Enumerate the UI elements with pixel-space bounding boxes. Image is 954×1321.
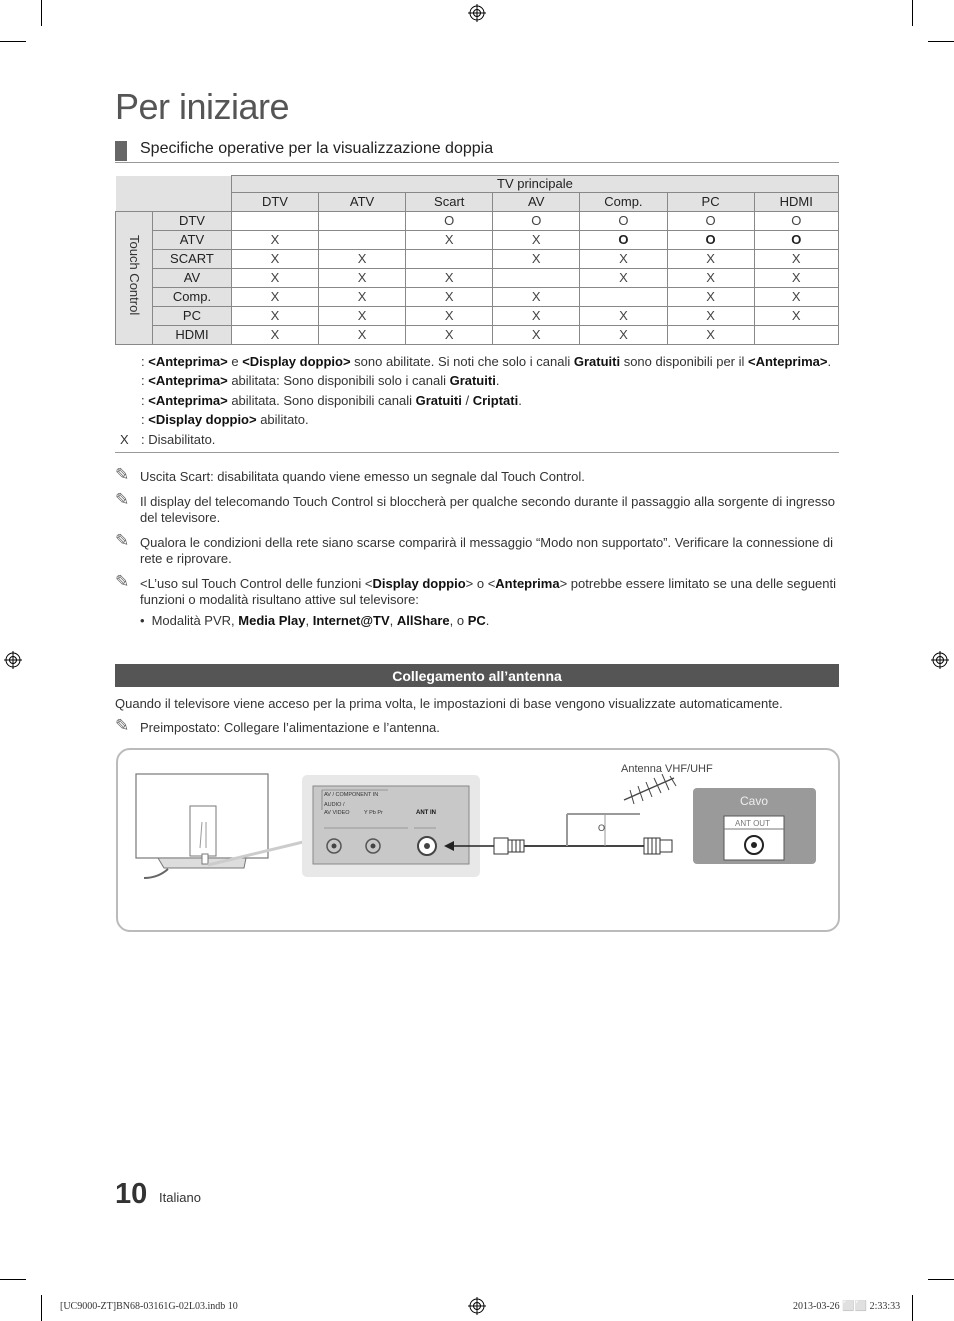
coax-connector-icon [494, 838, 524, 854]
row-group-header [116, 212, 153, 345]
ant-out-label: ANT OUT [735, 819, 770, 828]
table-cell: X [754, 288, 838, 307]
legend-text: e [227, 354, 243, 369]
panel-label: ANT IN [416, 810, 436, 816]
bullet-term: AllShare [396, 613, 450, 628]
crop-mark [928, 1279, 954, 1280]
table-cell: X [667, 250, 754, 269]
crop-mark [912, 0, 913, 26]
crop-mark [912, 1295, 913, 1321]
table-cell: X [754, 269, 838, 288]
antenna-section-heading: Collegamento all’antenna [115, 664, 839, 687]
print-slug-right: 2013-03-26 ⬜⬜ 2:33:33 [793, 1301, 901, 1312]
legend-text: sono abilitate. Si noti che solo i canali [350, 354, 574, 369]
table-cell: X [231, 307, 318, 326]
row-header: ATV [153, 231, 232, 250]
section-title: Specifiche operative per la visualizzazione doppia [140, 140, 494, 157]
bullet-text: . [485, 613, 490, 628]
legend-text: abilitata. Sono disponibili canali [227, 392, 416, 408]
row-header: HDMI [153, 326, 232, 345]
bullet-text: , o [449, 613, 468, 628]
legend-term: Gratuiti [415, 392, 462, 408]
pencil-note-icon: ✎ [115, 572, 130, 591]
legend-text: / [461, 392, 473, 408]
legend-term: Criptati [472, 392, 519, 408]
column-header: DTV [231, 193, 318, 212]
bullet-term: Media Play [238, 613, 306, 628]
row-group-label: Touch Control [127, 235, 142, 316]
group-header: TV principale [231, 176, 838, 193]
legend-term: <Display doppio> [242, 354, 351, 369]
note-text: Qualora le condizioni della rete siano scarse comparirà il messaggio “Modo non supportato”. Verificare la connessione di rete e riprovare. [140, 535, 833, 566]
registration-mark-icon [4, 651, 22, 669]
legend-text: abilitato. [256, 412, 309, 428]
table-cell: O [580, 231, 667, 250]
table-cell: X [580, 269, 667, 288]
legend-text: : [141, 412, 149, 428]
table-cell: X [231, 250, 318, 269]
table-cell: X [231, 231, 318, 250]
table-corner [116, 176, 232, 212]
table-cell [580, 288, 667, 307]
table-cell: X [319, 269, 406, 288]
note-1 [115, 465, 839, 485]
note-term: Display doppio [372, 576, 466, 591]
table-cell: X [319, 250, 406, 269]
table-cell: X [667, 288, 754, 307]
legend-line [120, 371, 831, 390]
legend-symbol: X [120, 431, 129, 447]
table-cell: X [406, 269, 493, 288]
table-cell: X [319, 288, 406, 307]
legend-text: : Disabilitato. [141, 431, 216, 447]
dual-view-table [115, 175, 839, 345]
antenna-label: Antenna VHF/UHF [621, 763, 713, 775]
row-header: PC [153, 307, 232, 326]
pencil-note-icon: ✎ [115, 531, 130, 550]
crop-mark [928, 41, 954, 42]
row-header: Comp. [153, 288, 232, 307]
page-title: Per iniziare [115, 86, 290, 127]
legend-term: Gratuiti [449, 373, 496, 389]
legend-text: : [141, 373, 149, 389]
table-cell: X [406, 288, 493, 307]
table-cell: X [667, 269, 754, 288]
note-text: Il display del telecomando Touch Control si bloccherà per qualche secondo durante il passaggio alla sorgente di ingresso del televisore. [140, 494, 835, 525]
registration-mark-icon [468, 1297, 486, 1315]
table-cell: O [493, 212, 580, 231]
table-cell: X [754, 250, 838, 269]
table-cell: X [493, 288, 580, 307]
table-legend [120, 352, 831, 449]
table-cell [319, 231, 406, 250]
table-cell: X [406, 307, 493, 326]
table-cell: X [493, 250, 580, 269]
or-label: O [598, 823, 606, 833]
note-term: Anteprima [495, 576, 560, 591]
pencil-note-icon: ✎ [115, 490, 130, 509]
note-text: Uscita Scart: disabilitata quando viene emesso un segnale dal Touch Control. [140, 469, 585, 484]
bullet-text: Modalità PVR, [151, 613, 239, 628]
legend-text: : [141, 354, 149, 369]
antenna-note [115, 716, 839, 736]
table-cell: X [580, 250, 667, 269]
table-cell: O [406, 212, 493, 231]
table-cell: O [754, 212, 838, 231]
legend-text: : [141, 392, 149, 408]
legend-line [120, 391, 831, 410]
bullet-text: , [389, 613, 397, 628]
table-cell: X [231, 269, 318, 288]
column-header: HDMI [754, 193, 838, 212]
column-header: PC [667, 193, 754, 212]
panel-label: Y Pb Pr [364, 810, 383, 816]
note-text: Preimpostato: Collegare l’alimentazione e l’antenna. [140, 720, 440, 735]
tv-illustration [136, 774, 268, 878]
legend-term: <Anteprima> [148, 392, 228, 408]
table-cell: X [319, 307, 406, 326]
note-fragment: <L’uso sul Touch Control delle funzioni < [140, 576, 373, 591]
table-cell: X [319, 326, 406, 345]
bullet-text: , [305, 613, 313, 628]
antenna-intro: Quando il televisore viene acceso per la prima volta, le impostazioni di base vengono visualizzate automaticamente. [115, 696, 783, 711]
legend-text: abilitata: Sono disponibili solo i canali [227, 373, 450, 389]
coax-connector-icon [644, 838, 672, 854]
crop-mark [41, 1295, 42, 1321]
row-header: DTV [153, 212, 232, 231]
legend-line [120, 352, 831, 371]
row-header: SCART [153, 250, 232, 269]
legend-line [120, 410, 831, 429]
registration-mark-icon [468, 4, 486, 22]
antenna-diagram [116, 748, 840, 932]
table-cell: X [493, 326, 580, 345]
pencil-note-icon: ✎ [115, 465, 130, 484]
table-cell: X [406, 231, 493, 250]
page-number: 10 [115, 1178, 148, 1210]
page-language: Italiano [159, 1190, 201, 1205]
table-cell: X [667, 326, 754, 345]
bullet-icon: • [140, 613, 145, 628]
table-cell: X [754, 307, 838, 326]
antenna-icon [624, 774, 676, 804]
bullet-term: Internet@TV [312, 613, 390, 628]
table-cell: X [580, 307, 667, 326]
crop-mark [41, 0, 42, 26]
pencil-note-icon: ✎ [115, 716, 130, 735]
table-cell: X [406, 326, 493, 345]
legend-line [120, 430, 831, 449]
note-text [140, 576, 839, 608]
table-cell: X [580, 326, 667, 345]
registration-mark-icon [931, 651, 949, 669]
legend-term: <Anteprima> [748, 354, 828, 369]
divider [115, 452, 839, 453]
column-header: AV [493, 193, 580, 212]
crop-mark [0, 1279, 26, 1280]
print-slug-left: [UC9000-ZT]BN68-03161G-02L03.indb 10 [60, 1301, 238, 1312]
diagram-drawing [118, 750, 838, 930]
panel-label: AV VIDEO [324, 810, 350, 816]
legend-text: . [518, 392, 522, 408]
note-4 [115, 572, 839, 608]
note-fragment: > potrebbe essere limitato se una delle seguenti funzioni o modalità risultano attive sul televisore: [140, 576, 837, 607]
column-header: Scart [406, 193, 493, 212]
legend-text: . [495, 373, 500, 389]
note-3 [115, 531, 839, 567]
row-header: AV [153, 269, 232, 288]
note-2 [115, 490, 839, 526]
table-cell: O [754, 231, 838, 250]
legend-term: <Anteprima> [148, 373, 228, 389]
cable-wall-outlet [693, 788, 816, 864]
table-cell: X [231, 326, 318, 345]
panel-label: AV / COMPONENT IN [324, 792, 379, 798]
table-cell: O [580, 212, 667, 231]
table-cell: X [231, 288, 318, 307]
table-cell [406, 250, 493, 269]
legend-text: . [827, 354, 832, 369]
column-header: ATV [319, 193, 406, 212]
legend-text: sono disponibili per il [620, 354, 748, 369]
column-header: Comp. [580, 193, 667, 212]
legend-term: <Anteprima> [148, 354, 228, 369]
back-panel [302, 775, 480, 877]
table-cell: O [667, 231, 754, 250]
section-marker [115, 141, 127, 161]
bullet-term: PC [467, 613, 486, 628]
table-cell: X [493, 307, 580, 326]
section-header [115, 140, 839, 163]
table-cell: O [667, 212, 754, 231]
table-cell: X [667, 307, 754, 326]
note-fragment: > o < [465, 576, 496, 591]
table-cell [754, 326, 838, 345]
table-cell [493, 269, 580, 288]
table-cell: X [493, 231, 580, 250]
table-cell [231, 212, 318, 231]
cable-label: Cavo [740, 794, 769, 808]
panel-label: AUDIO / [324, 802, 345, 808]
crop-mark [0, 41, 26, 42]
legend-term: <Display doppio> [148, 412, 257, 428]
legend-term: Gratuiti [573, 354, 621, 369]
bullet-item [140, 613, 489, 628]
table-cell [319, 212, 406, 231]
